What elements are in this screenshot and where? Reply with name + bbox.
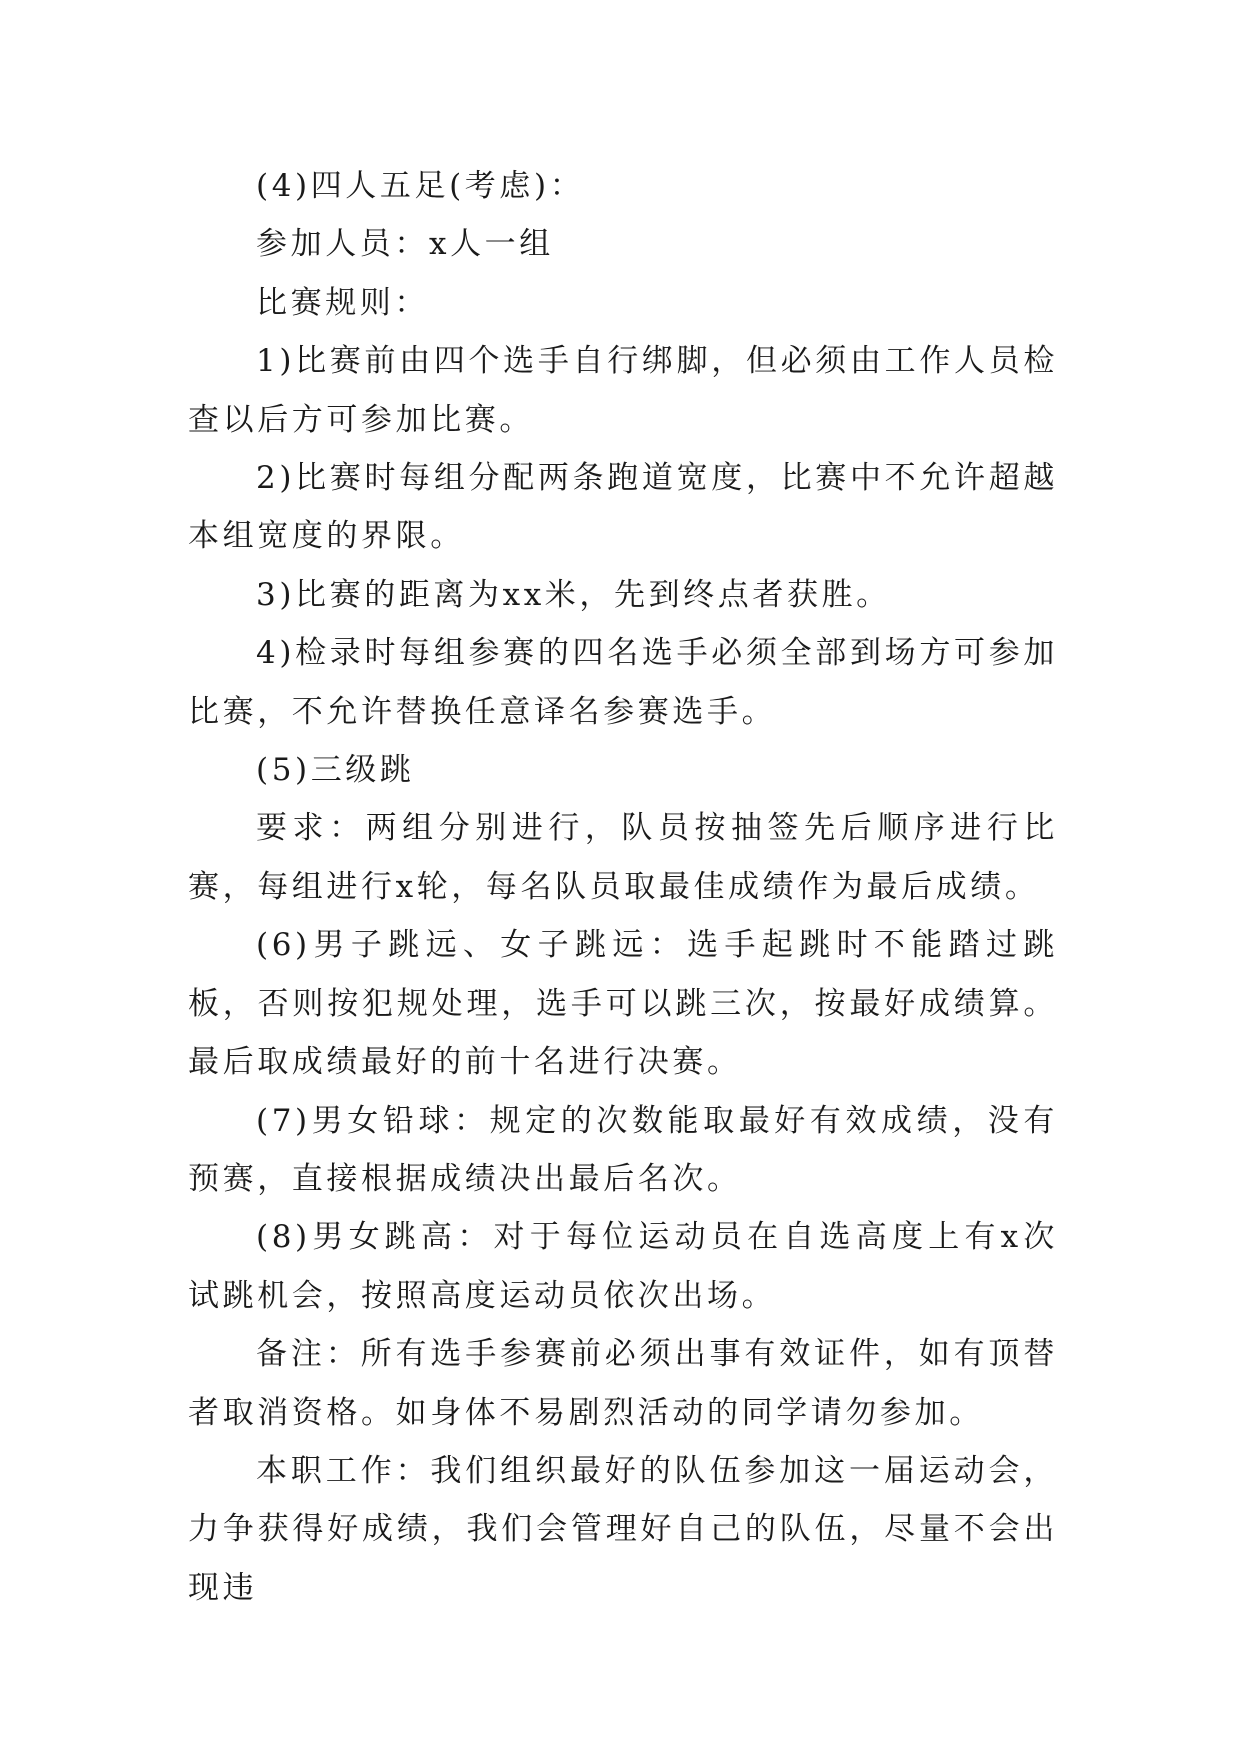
paragraph-long-jump: (6)男子跳远、女子跳远：选手起跳时不能踏过跳板，否则按犯规处理，选手可以跳三次，按最好成绩算。最后取成绩最好的前十名进行决赛。 xyxy=(188,927,1058,1081)
paragraph-triple-jump-requirements: 要求：两组分别进行，队员按抽签先后顺序进行比赛，每组进行x轮，每名队员取最佳成绩作为最后成绩。 xyxy=(188,810,1058,905)
paragraph-high-jump: (8)男女跳高：对于每位运动员在自选高度上有x次试跳机会，按照高度运动员依次出场。 xyxy=(188,1219,1058,1314)
paragraph-rule-3: 3)比赛的距离为xx米，先到终点者获胜。 xyxy=(256,576,891,613)
paragraph-rule-1: 1)比赛前由四个选手自行绑脚，但必须由工作人员检查以后方可参加比赛。 xyxy=(188,343,1058,438)
paragraph-four-person-five-legs-heading: (4)四人五足(考虑)： xyxy=(256,168,585,204)
paragraph-rule-2: 2)比赛时每组分配两条跑道宽度，比赛中不允许超越本组宽度的界限。 xyxy=(188,460,1058,555)
document-body xyxy=(188,157,1058,1617)
paragraph-triple-jump-heading: (5)三级跳 xyxy=(256,752,415,789)
paragraph-rules-heading: 比赛规则： xyxy=(256,284,429,321)
paragraph-remarks: 备注：所有选手参赛前必须出事有效证件，如有顶替者取消资格。如身体不易剧烈活动的同学请勿参加。 xyxy=(188,1336,1058,1431)
paragraph-participants: 参加人员：x人一组 xyxy=(256,226,554,263)
paragraph-shot-put: (7)男女铅球：规定的次数能取最好有效成绩，没有预赛，直接根据成绩决出最后名次。 xyxy=(188,1102,1058,1197)
paragraph-duties: 本职工作：我们组织最好的队伍参加这一届运动会，力争获得好成绩，我们会管理好自己的队伍，尽量不会出现违 xyxy=(188,1452,1058,1606)
paragraph-rule-4: 4)检录时每组参赛的四名选手必须全部到场方可参加比赛，不允许替换任意译名参赛选手。 xyxy=(188,635,1058,730)
